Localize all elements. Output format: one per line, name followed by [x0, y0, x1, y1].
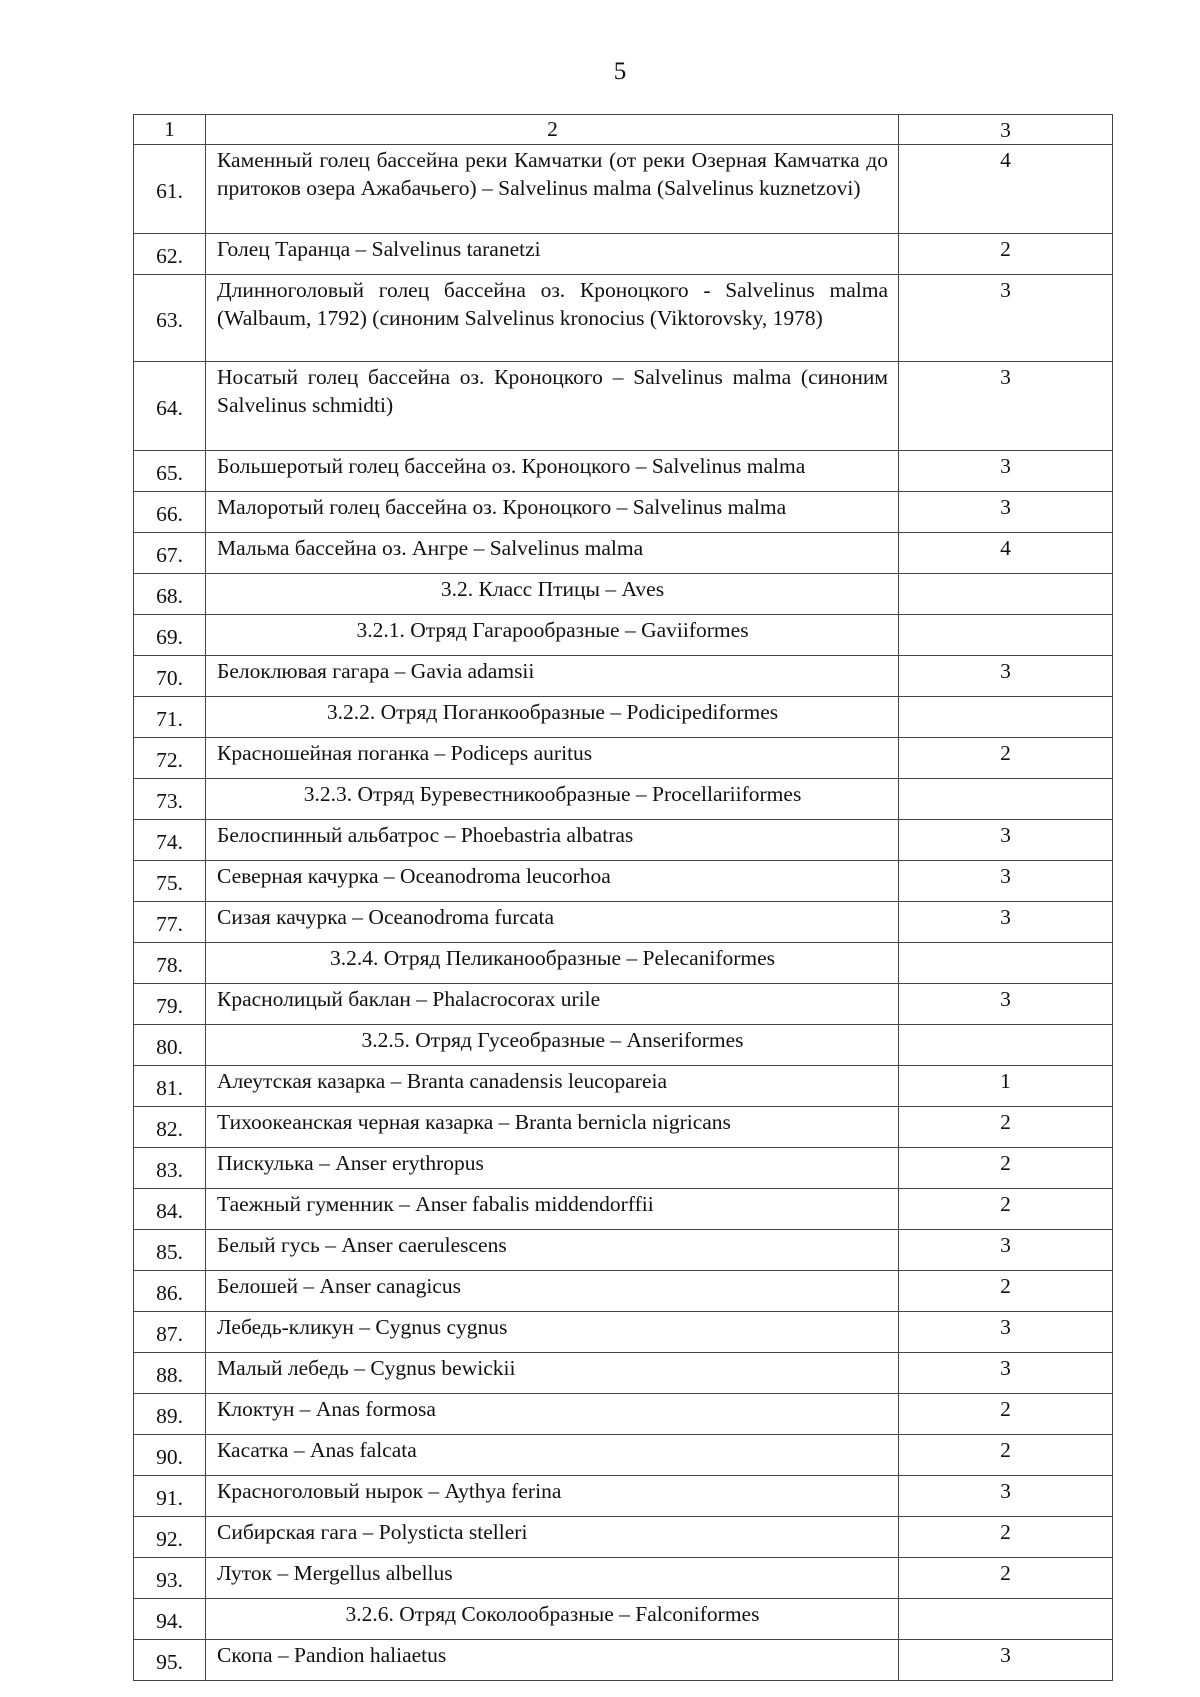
table-row — [134, 1107, 1113, 1148]
table-row — [134, 362, 1113, 451]
row-number: 72. — [134, 738, 206, 779]
status-category: 3 — [899, 656, 1113, 697]
species-name: Лебедь-кликун – Cygnus cygnus — [206, 1312, 899, 1353]
table-header-row — [134, 115, 1113, 145]
section-heading: 3.2.5. Отряд Гусеобразные – Anseriformes — [206, 1025, 899, 1066]
table-row — [134, 1558, 1113, 1599]
row-number: 81. — [134, 1066, 206, 1107]
row-number: 90. — [134, 1435, 206, 1476]
status-category: 2 — [899, 234, 1113, 275]
row-number: 83. — [134, 1148, 206, 1189]
row-number: 74. — [134, 820, 206, 861]
table-row — [134, 1394, 1113, 1435]
row-number: 87. — [134, 1312, 206, 1353]
row-number: 85. — [134, 1230, 206, 1271]
row-number: 80. — [134, 1025, 206, 1066]
table-row — [134, 1517, 1113, 1558]
row-number: 78. — [134, 943, 206, 984]
row-number: 65. — [134, 451, 206, 492]
species-name: Красноголовый нырок – Aythya ferina — [206, 1476, 899, 1517]
status-category: 3 — [899, 1476, 1113, 1517]
status-category: 2 — [899, 1189, 1113, 1230]
species-name: Малый лебедь – Cygnus bewickii — [206, 1353, 899, 1394]
section-row — [134, 1599, 1113, 1640]
table-row — [134, 492, 1113, 533]
table-row — [134, 656, 1113, 697]
status-category — [899, 615, 1113, 656]
species-name: Голец Таранца – Salvelinus taranetzi — [206, 234, 899, 275]
table-row — [134, 234, 1113, 275]
row-number: 70. — [134, 656, 206, 697]
section-row — [134, 1025, 1113, 1066]
column-header-number: 1 — [134, 115, 206, 145]
column-header-category: 3 — [899, 115, 1113, 145]
species-name: Пискулька – Anser erythropus — [206, 1148, 899, 1189]
row-number: 77. — [134, 902, 206, 943]
row-number: 75. — [134, 861, 206, 902]
status-category: 3 — [899, 1353, 1113, 1394]
status-category: 4 — [899, 145, 1113, 234]
table-row — [134, 275, 1113, 362]
species-name: Носатый голец бассейна оз. Кроноцкого – Salvelinus malma (синоним Salvelinus schmidti) — [206, 362, 899, 451]
status-category: 3 — [899, 1230, 1113, 1271]
table-row — [134, 1353, 1113, 1394]
row-number: 89. — [134, 1394, 206, 1435]
table-row — [134, 1066, 1113, 1107]
page-number: 5 — [613, 58, 627, 85]
table-row — [134, 1148, 1113, 1189]
section-row — [134, 943, 1113, 984]
status-category: 3 — [899, 861, 1113, 902]
status-category: 2 — [899, 1271, 1113, 1312]
status-category: 2 — [899, 1107, 1113, 1148]
status-category: 2 — [899, 1148, 1113, 1189]
status-category: 2 — [899, 1394, 1113, 1435]
species-name: Алеутская казарка – Branta canadensis leucopareia — [206, 1066, 899, 1107]
row-number: 73. — [134, 779, 206, 820]
section-heading: 3.2.3. Отряд Буревестникообразные – Procellariiformes — [206, 779, 899, 820]
table-row — [134, 1230, 1113, 1271]
status-category — [899, 1025, 1113, 1066]
status-category: 2 — [899, 1517, 1113, 1558]
table-row — [134, 1312, 1113, 1353]
table-row — [134, 1640, 1113, 1681]
species-name: Длинноголовый голец бассейна оз. Кроноцкого - Salvelinus malma (Walbaum, 1792) (синоним Salvelinus kronocius (Viktorovsky, 1978) — [206, 275, 899, 362]
row-number: 95. — [134, 1640, 206, 1681]
row-number: 82. — [134, 1107, 206, 1148]
species-name: Луток – Mergellus albellus — [206, 1558, 899, 1599]
row-number: 86. — [134, 1271, 206, 1312]
section-row — [134, 697, 1113, 738]
row-number: 93. — [134, 1558, 206, 1599]
status-category: 2 — [899, 1435, 1113, 1476]
table-row — [134, 1435, 1113, 1476]
species-name: Каменный голец бассейна реки Камчатки (от реки Озерная Камчатка до притоков озера Ажабачьего) – Salvelinus malma (Salvelinus kuznetzovi) — [206, 145, 899, 234]
row-number: 61. — [134, 145, 206, 234]
section-row — [134, 779, 1113, 820]
table-row — [134, 145, 1113, 234]
table-row — [134, 902, 1113, 943]
status-category: 3 — [899, 820, 1113, 861]
column-header-name: 2 — [206, 115, 899, 145]
table-row — [134, 1189, 1113, 1230]
row-number: 63. — [134, 275, 206, 362]
status-category: 1 — [899, 1066, 1113, 1107]
status-category: 2 — [899, 738, 1113, 779]
table-row — [134, 451, 1113, 492]
row-number: 71. — [134, 697, 206, 738]
species-name: Белый гусь – Anser caerulescens — [206, 1230, 899, 1271]
section-heading: 3.2.1. Отряд Гагарообразные – Gaviiformes — [206, 615, 899, 656]
row-number: 94. — [134, 1599, 206, 1640]
table-row — [134, 738, 1113, 779]
section-heading: 3.2.2. Отряд Поганкообразные – Podicipediformes — [206, 697, 899, 738]
species-name: Красношейная поганка – Podiceps auritus — [206, 738, 899, 779]
status-category: 3 — [899, 1312, 1113, 1353]
species-name: Белошей – Anser canagicus — [206, 1271, 899, 1312]
row-number: 62. — [134, 234, 206, 275]
section-row — [134, 574, 1113, 615]
table-row — [134, 861, 1113, 902]
species-name: Северная качурка – Oceanodroma leucorhoa — [206, 861, 899, 902]
status-category: 3 — [899, 275, 1113, 362]
status-category — [899, 697, 1113, 738]
status-category — [899, 1599, 1113, 1640]
section-heading: 3.2.4. Отряд Пеликанообразные – Pelecaniformes — [206, 943, 899, 984]
species-name: Краснолицый баклан – Phalacrocorax urile — [206, 984, 899, 1025]
row-number: 92. — [134, 1517, 206, 1558]
row-number: 64. — [134, 362, 206, 451]
section-row — [134, 615, 1113, 656]
status-category: 3 — [899, 492, 1113, 533]
status-category: 4 — [899, 533, 1113, 574]
species-name: Белоклювая гагара – Gavia adamsii — [206, 656, 899, 697]
status-category: 3 — [899, 362, 1113, 451]
species-name: Белоспинный альбатрос – Phoebastria albatras — [206, 820, 899, 861]
status-category: 3 — [899, 984, 1113, 1025]
status-category: 3 — [899, 1640, 1113, 1681]
species-name: Клоктун – Anas formosa — [206, 1394, 899, 1435]
row-number: 91. — [134, 1476, 206, 1517]
table-row — [134, 1271, 1113, 1312]
status-category: 3 — [899, 451, 1113, 492]
species-name: Сибирская гага – Polysticta stelleri — [206, 1517, 899, 1558]
species-name: Малоротый голец бассейна оз. Кроноцкого – Salvelinus malma — [206, 492, 899, 533]
row-number: 79. — [134, 984, 206, 1025]
status-category — [899, 779, 1113, 820]
row-number: 67. — [134, 533, 206, 574]
row-number: 84. — [134, 1189, 206, 1230]
status-category — [899, 574, 1113, 615]
table-row — [134, 1476, 1113, 1517]
species-name: Скопа – Pandion haliaetus — [206, 1640, 899, 1681]
table-row — [134, 984, 1113, 1025]
species-table — [133, 114, 1113, 1681]
table-row — [134, 820, 1113, 861]
section-heading: 3.2. Класс Птицы – Aves — [206, 574, 899, 615]
status-category — [899, 943, 1113, 984]
status-category: 3 — [899, 902, 1113, 943]
table-row — [134, 533, 1113, 574]
species-name: Сизая качурка – Oceanodroma furcata — [206, 902, 899, 943]
row-number: 88. — [134, 1353, 206, 1394]
row-number: 69. — [134, 615, 206, 656]
species-name: Таежный гуменник – Anser fabalis middendorffii — [206, 1189, 899, 1230]
species-name: Мальма бассейна оз. Ангре – Salvelinus malma — [206, 533, 899, 574]
status-category: 2 — [899, 1558, 1113, 1599]
section-heading: 3.2.6. Отряд Соколообразные – Falconiformes — [206, 1599, 899, 1640]
species-name: Большеротый голец бассейна оз. Кроноцкого – Salvelinus malma — [206, 451, 899, 492]
species-name: Касатка – Anas falcata — [206, 1435, 899, 1476]
row-number: 66. — [134, 492, 206, 533]
species-name: Тихоокеанская черная казарка – Branta bernicla nigricans — [206, 1107, 899, 1148]
row-number: 68. — [134, 574, 206, 615]
